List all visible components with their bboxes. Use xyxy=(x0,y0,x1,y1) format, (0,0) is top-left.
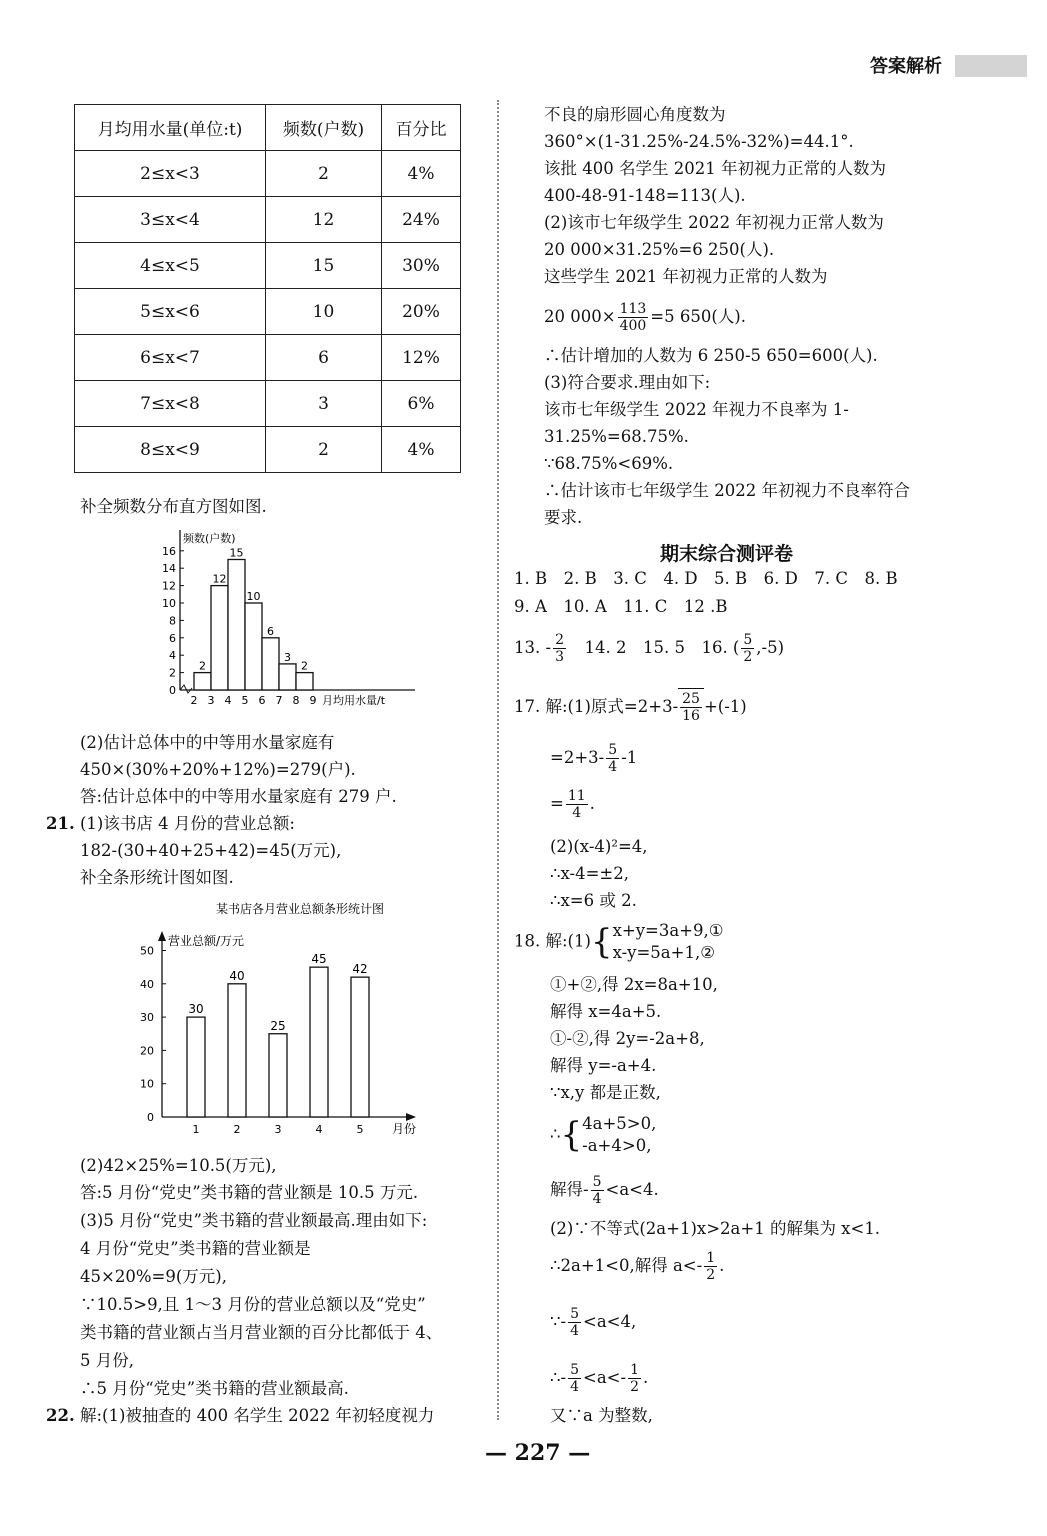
x-tick-label: 6 xyxy=(258,694,266,707)
expr: ∵- xyxy=(550,1312,567,1331)
text-line: 答:估计总体中的中等用水量家庭有 279 户. xyxy=(80,787,397,806)
data-label: 25 xyxy=(270,1018,286,1033)
histogram-bar xyxy=(228,560,245,691)
y-axis-arrow xyxy=(158,931,166,941)
numerator: 5 xyxy=(743,632,753,648)
data-label: 3 xyxy=(284,650,291,664)
table-row xyxy=(75,289,461,335)
brace: { xyxy=(590,922,613,962)
x-tick-label: 4 xyxy=(224,694,232,707)
numerator: 5 xyxy=(570,1306,579,1322)
numerator: 1 xyxy=(630,1362,639,1378)
x-tick-label: 4 xyxy=(315,1123,323,1136)
section-title: 期末综合测评卷 xyxy=(660,543,794,565)
expr: . xyxy=(589,794,595,813)
y-tick-label: 10 xyxy=(162,597,176,610)
expr: = xyxy=(550,794,564,813)
x-tick-label: 5 xyxy=(356,1123,364,1136)
text-line: ∵68.75%<69%. xyxy=(544,454,674,473)
x-tick-label: 1 xyxy=(192,1123,200,1136)
solution-line xyxy=(514,920,724,964)
denominator: 16 xyxy=(682,708,700,724)
text-line xyxy=(544,300,746,334)
y-tick-label: 20 xyxy=(140,1044,154,1058)
table-header: 百分比 xyxy=(382,105,461,151)
table-cell: 8≤x<9 xyxy=(75,427,266,473)
table-cell: 2 xyxy=(266,151,382,197)
text-line: 补全条形统计图如图. xyxy=(80,868,234,887)
text-line: 360°×(1-31.25%-24.5%-32%)=44.1°. xyxy=(544,132,854,151)
text-line: 补全频数分布直方图如图. xyxy=(80,497,267,516)
bar-chart xyxy=(120,895,440,1145)
x-tick-label: 3 xyxy=(207,694,215,707)
inequality: 4a+5>0, xyxy=(582,1114,657,1133)
numerator: 113 xyxy=(619,301,647,317)
denominator: 4 xyxy=(570,1379,579,1395)
denominator: 4 xyxy=(592,1191,602,1207)
fraction xyxy=(606,742,619,775)
frequency-table xyxy=(74,104,461,473)
solution-line xyxy=(550,1248,724,1284)
x-tick-label: 2 xyxy=(190,694,198,707)
table-cell: 6≤x<7 xyxy=(75,335,266,381)
table-row xyxy=(75,335,461,381)
expr: . xyxy=(719,1256,725,1275)
fraction xyxy=(628,1362,641,1395)
fraction xyxy=(618,301,649,334)
table-header-row xyxy=(75,105,461,151)
data-label: 40 xyxy=(229,968,245,983)
solution-line xyxy=(514,688,747,725)
numerator: 1 xyxy=(706,1250,716,1266)
data-label: 2 xyxy=(199,659,206,673)
bar xyxy=(228,984,246,1117)
x-tick-label: 9 xyxy=(309,694,317,707)
histogram-bar xyxy=(211,586,228,690)
bar xyxy=(269,1034,287,1117)
table-row xyxy=(75,427,461,473)
fraction xyxy=(568,1362,581,1395)
expr: 14. 2 15. 5 16. ( xyxy=(567,638,740,657)
text-line: ∴5 月份“党史”类书籍的营业额最高. xyxy=(80,1379,349,1398)
fraction xyxy=(591,1174,604,1207)
x-tick-label: 5 xyxy=(241,694,249,707)
header-title: 答案解析 xyxy=(870,56,942,77)
bar xyxy=(351,977,369,1117)
solution-line: ∴x=6 或 2. xyxy=(550,891,637,910)
equation-system xyxy=(613,920,724,964)
data-label: 30 xyxy=(188,1002,204,1017)
table-cell: 2≤x<3 xyxy=(75,151,266,197)
solution-line: 解得 y=-a+4. xyxy=(550,1056,657,1075)
histogram-bar xyxy=(296,673,313,690)
y-tick-label: 16 xyxy=(162,544,176,558)
text-line: 答:5 月份“党史”类书籍的营业额是 10.5 万元. xyxy=(80,1183,419,1202)
expr: 13. - xyxy=(514,638,552,657)
y-tick-label: 30 xyxy=(140,1011,154,1025)
x-tick-label: 7 xyxy=(275,694,283,707)
expr: 17. 解:(1)原式=2+3- xyxy=(514,697,679,716)
solution-line: (2)(x-4)²=4, xyxy=(550,837,648,856)
histogram-bar xyxy=(194,673,211,690)
denominator: 4 xyxy=(570,1323,579,1339)
y-axis-label: 营业总额/万元 xyxy=(168,934,245,948)
data-label: 10 xyxy=(246,590,261,603)
fraction xyxy=(568,1306,581,1339)
text-line: 31.25%=68.75%. xyxy=(544,427,689,446)
text-line: 45×20%=9(万元), xyxy=(80,1267,227,1286)
text-line: (3)5 月份“党史”类书籍的营业额最高.理由如下: xyxy=(80,1211,428,1230)
x-tick-label: 3 xyxy=(274,1123,282,1136)
header-bar xyxy=(955,55,1027,77)
table-cell: 7≤x<8 xyxy=(75,381,266,427)
solution-line xyxy=(550,1172,659,1208)
table-cell: 12% xyxy=(382,335,461,381)
table-cell: 10 xyxy=(266,289,382,335)
text-line: (3)符合要求.理由如下: xyxy=(544,373,711,392)
expr: 20 000× xyxy=(544,307,616,326)
histogram-bar xyxy=(245,603,262,690)
solution-line xyxy=(550,1113,656,1157)
expr: ∴- xyxy=(550,1368,567,1387)
numerator: 25 xyxy=(682,691,700,707)
expr: 18. 解:(1) xyxy=(514,931,591,951)
text-line: 解:(1)被抽查的 400 名学生 2022 年初轻度视力 xyxy=(80,1406,435,1425)
expr: <a<- xyxy=(583,1368,627,1387)
histogram-bar xyxy=(279,664,296,690)
table-cell: 4≤x<5 xyxy=(75,243,266,289)
denominator: 2 xyxy=(630,1379,639,1395)
expr: <a<4. xyxy=(605,1180,659,1199)
solution-line xyxy=(550,786,595,822)
fraction xyxy=(553,632,566,665)
x-tick-label: 2 xyxy=(233,1123,241,1136)
expr: +(-1) xyxy=(703,697,747,716)
text-line: 20 000×31.25%=6 250(人). xyxy=(544,240,775,259)
numerator: 2 xyxy=(555,632,564,648)
expr: -1 xyxy=(621,748,638,767)
x-axis-label: 月均用水量/t xyxy=(322,694,386,707)
denominator: 2 xyxy=(706,1267,716,1283)
table-row xyxy=(75,151,461,197)
question-number: 22. xyxy=(46,1406,75,1425)
fraction xyxy=(741,632,754,665)
table-cell: 20% xyxy=(382,289,461,335)
text-line: 182-(30+40+25+42)=45(万元), xyxy=(80,841,342,860)
numerator: 11 xyxy=(567,788,586,804)
equation: x+y=3a+9,① xyxy=(612,921,724,940)
y-tick-label: 4 xyxy=(169,649,176,663)
y-tick-label: 10 xyxy=(140,1077,154,1091)
denominator: 4 xyxy=(572,805,582,821)
table-cell: 4% xyxy=(382,427,461,473)
solution-line: (2)∵不等式(2a+1)x>2a+1 的解集为 x<1. xyxy=(550,1219,881,1238)
data-label: 6 xyxy=(267,624,274,638)
x-tick-label: 8 xyxy=(292,694,300,707)
histogram-chart xyxy=(150,522,420,712)
data-label: 42 xyxy=(352,962,368,977)
table-cell: 12 xyxy=(266,197,382,243)
data-label: 45 xyxy=(311,952,327,967)
sqrt xyxy=(678,688,704,725)
table-header: 月均用水量(单位:t) xyxy=(75,105,266,151)
y-tick-label: 6 xyxy=(169,631,176,645)
data-label: 12 xyxy=(212,572,227,586)
y-axis-label: 频数(户数) xyxy=(183,532,236,545)
table-row xyxy=(75,243,461,289)
table-cell: 5≤x<6 xyxy=(75,289,266,335)
axis-break xyxy=(180,685,192,693)
inequality: -a+4>0, xyxy=(582,1136,652,1155)
table-cell: 15 xyxy=(266,243,382,289)
answer-line: 1. B 2. B 3. C 4. D 5. B 6. D 7. C 8. B xyxy=(514,569,898,588)
text-line: 450×(30%+20%+12%)=279(户). xyxy=(80,760,356,779)
solution-line xyxy=(550,1304,636,1340)
column-divider xyxy=(497,100,499,1420)
fraction xyxy=(680,691,702,724)
fraction xyxy=(704,1250,717,1283)
text-line: ∴估计增加的人数为 6 250-5 650=600(人). xyxy=(544,346,878,365)
solution-line: ①+②,得 2x=8a+10, xyxy=(550,975,718,994)
bar xyxy=(187,1017,205,1117)
text-line: 这些学生 2021 年初视力正常的人数为 xyxy=(544,267,828,286)
text-line: (1)该书店 4 月份的营业总额: xyxy=(80,814,295,833)
expr: ,-5) xyxy=(756,638,785,657)
y-tick-label: 8 xyxy=(169,614,176,628)
solution-line xyxy=(550,740,637,776)
chart-title: 某书店各月营业总额条形统计图 xyxy=(215,902,385,916)
expr: . xyxy=(643,1368,649,1387)
histogram-bar xyxy=(262,638,279,690)
text-line: (2)该市七年级学生 2022 年初视力正常人数为 xyxy=(544,213,884,232)
expr: ∴2a+1<0,解得 a<- xyxy=(550,1256,703,1275)
numerator: 5 xyxy=(608,742,618,758)
numerator: 5 xyxy=(592,1174,602,1190)
table-cell: 3 xyxy=(266,381,382,427)
text-line: 该批 400 名学生 2021 年初视力正常的人数为 xyxy=(544,159,886,178)
table-row xyxy=(75,197,461,243)
solution-line: 解得 x=4a+5. xyxy=(550,1002,662,1021)
denominator: 400 xyxy=(619,318,647,334)
expr: =5 650(人). xyxy=(650,307,746,326)
text-line: 400-48-91-148=113(人). xyxy=(544,186,746,205)
denominator: 4 xyxy=(608,759,618,775)
table-cell: 6% xyxy=(382,381,461,427)
solution-line xyxy=(550,1360,648,1396)
y-tick-label: 0 xyxy=(147,1111,154,1124)
page-number: — 227 — xyxy=(485,1440,591,1466)
expr: 解得- xyxy=(550,1180,589,1199)
y-tick-label: 2 xyxy=(169,666,176,680)
equation: x-y=5a+1,② xyxy=(612,943,715,962)
denominator: 3 xyxy=(555,649,564,665)
data-label: 2 xyxy=(301,659,308,673)
text-line: (2)42×25%=10.5(万元), xyxy=(80,1156,277,1175)
table-cell: 4% xyxy=(382,151,461,197)
table-row xyxy=(75,381,461,427)
solution-line: ∴x-4=±2, xyxy=(550,864,629,883)
y-tick-label: 0 xyxy=(169,684,176,697)
y-tick-label: 14 xyxy=(162,562,176,576)
denominator: 2 xyxy=(743,649,753,665)
question-number: 21. xyxy=(46,814,75,833)
text-line: 不良的扇形圆心角度数为 xyxy=(544,105,726,124)
inequality-system xyxy=(582,1113,656,1157)
y-tick-label: 50 xyxy=(140,944,154,958)
table-cell: 30% xyxy=(382,243,461,289)
text-line: 5 月份, xyxy=(80,1351,134,1370)
y-tick-label: 12 xyxy=(162,579,176,593)
expr: ∴ xyxy=(550,1124,561,1144)
expr: <a<4, xyxy=(583,1312,637,1331)
numerator: 5 xyxy=(570,1362,579,1378)
table-cell: 24% xyxy=(382,197,461,243)
text-line: ∵10.5>9,且 1～3 月份的营业总额以及“党史” xyxy=(80,1295,426,1314)
table-cell: 3≤x<4 xyxy=(75,197,266,243)
bar xyxy=(310,967,328,1117)
answer-line: 9. A 10. A 11. C 12 .B xyxy=(514,597,728,616)
text-line: 要求. xyxy=(544,508,583,527)
x-axis-arrow xyxy=(406,1113,416,1121)
table-cell: 6 xyxy=(266,335,382,381)
text-line: 该市七年级学生 2022 年视力不良率为 1- xyxy=(544,400,849,419)
solution-line: ①-②,得 2y=-2a+8, xyxy=(550,1029,705,1048)
y-tick-label: 40 xyxy=(140,977,154,991)
fraction xyxy=(566,788,588,821)
answer-line xyxy=(514,630,784,666)
data-label: 15 xyxy=(229,546,244,560)
solution-line: 又∵a 为整数, xyxy=(550,1406,653,1425)
x-axis-label: 月份 xyxy=(392,1122,417,1136)
solution-line: ∵x,y 都是正数, xyxy=(550,1083,661,1102)
text-line: 类书籍的营业额占当月营业额的百分比都低于 4、 xyxy=(80,1323,443,1342)
expr: =2+3- xyxy=(550,748,605,767)
table-cell: 2 xyxy=(266,427,382,473)
text-line: 4 月份“党史”类书籍的营业额是 xyxy=(80,1239,311,1258)
table-header: 频数(户数) xyxy=(266,105,382,151)
text-line: (2)估计总体中的中等用水量家庭有 xyxy=(80,733,335,752)
brace: { xyxy=(560,1115,583,1155)
text-line: ∴估计该市七年级学生 2022 年初视力不良率符合 xyxy=(544,481,910,500)
